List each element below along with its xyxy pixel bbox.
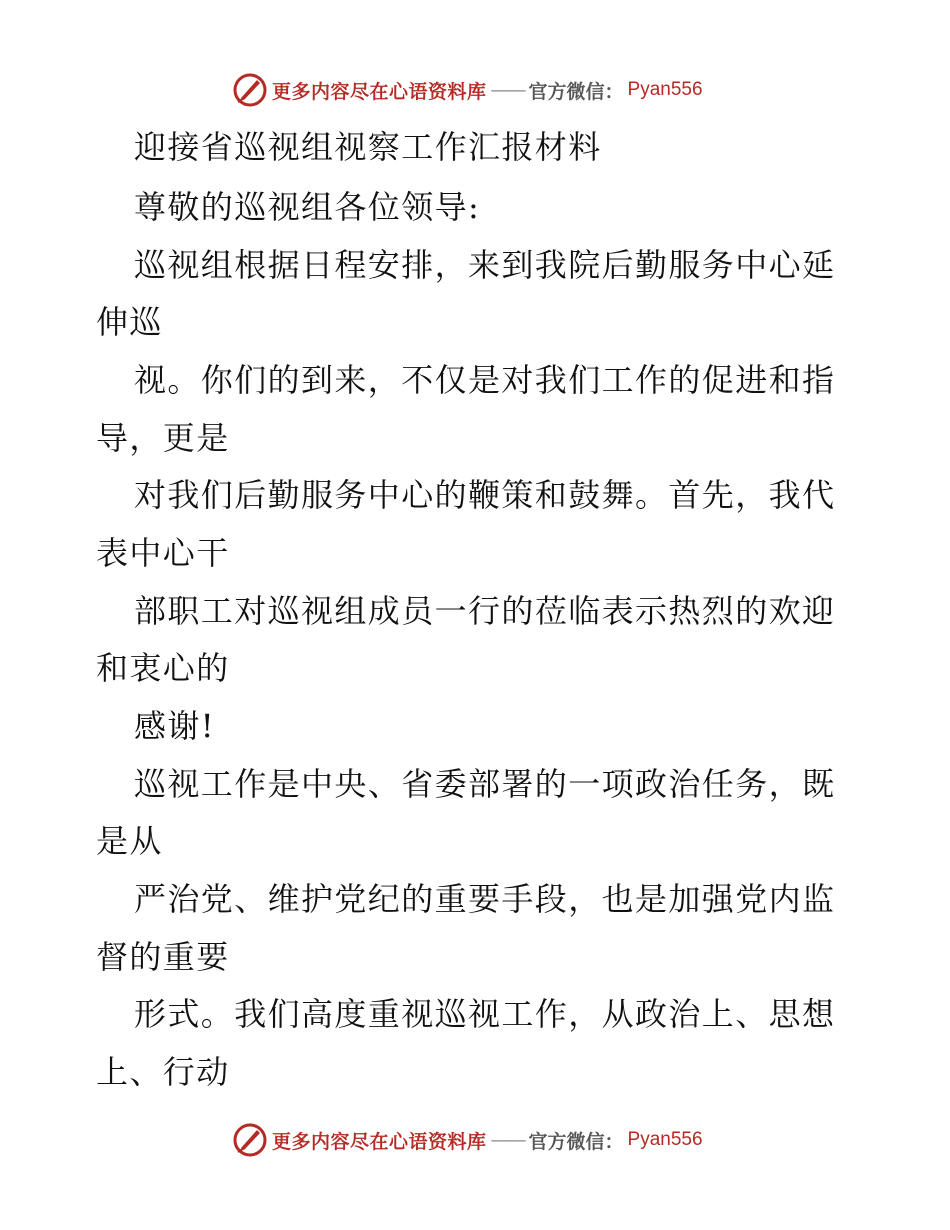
watermark-wechat-label: 官方微信： bbox=[528, 1130, 624, 1153]
paragraph-line: 感谢! bbox=[134, 707, 216, 745]
paragraph-line: 巡视工作是中央、省委部署的一项政治任务，既 bbox=[134, 765, 836, 803]
paragraph-line: 严治党、维护党纪的重要手段，也是加强党内监 bbox=[134, 880, 836, 918]
watermark-wechat-label: 官方微信： bbox=[528, 80, 624, 103]
paragraph-line: 导，更是 bbox=[96, 419, 230, 457]
paragraph-line: 对我们后勤服务中心的鞭策和鼓舞。首先，我代 bbox=[134, 476, 836, 514]
watermark-dash: —— bbox=[490, 79, 525, 101]
paragraph-line: 督的重要 bbox=[96, 938, 230, 976]
watermark-brand-text: 更多内容尽在心语资料库 bbox=[272, 1130, 487, 1153]
paragraph-line: 是从 bbox=[96, 822, 163, 860]
paragraph-line: 视。你们的到来，不仅是对我们工作的促进和指 bbox=[134, 361, 836, 399]
paragraph-line: 巡视组根据日程安排，来到我院后勤服务中心延 bbox=[134, 246, 836, 284]
quill-pen-logo-icon bbox=[232, 72, 268, 108]
header-watermark-banner bbox=[232, 70, 703, 110]
watermark-dash: —— bbox=[490, 1129, 525, 1151]
quill-pen-logo-icon bbox=[232, 1122, 268, 1158]
paragraph-line: 形式。我们高度重视巡视工作，从政治上、思想 bbox=[134, 995, 836, 1033]
watermark-wechat-account: Pyan556 bbox=[627, 79, 703, 100]
document-title: 迎接省巡视组视察工作汇报材料 bbox=[134, 128, 602, 166]
paragraph-line: 伸巡 bbox=[96, 303, 163, 341]
paragraph-line: 表中心干 bbox=[96, 534, 230, 572]
watermark-brand-text: 更多内容尽在心语资料库 bbox=[272, 80, 487, 103]
salutation-line: 尊敬的巡视组各位领导: bbox=[134, 188, 481, 226]
paragraph-line: 和衷心的 bbox=[96, 649, 230, 687]
paragraph-line: 部职工对巡视组成员一行的莅临表示热烈的欢迎 bbox=[134, 592, 836, 630]
paragraph-line: 上、行动 bbox=[96, 1053, 230, 1091]
footer-watermark-banner bbox=[232, 1120, 703, 1160]
watermark-wechat-account: Pyan556 bbox=[627, 1129, 703, 1150]
